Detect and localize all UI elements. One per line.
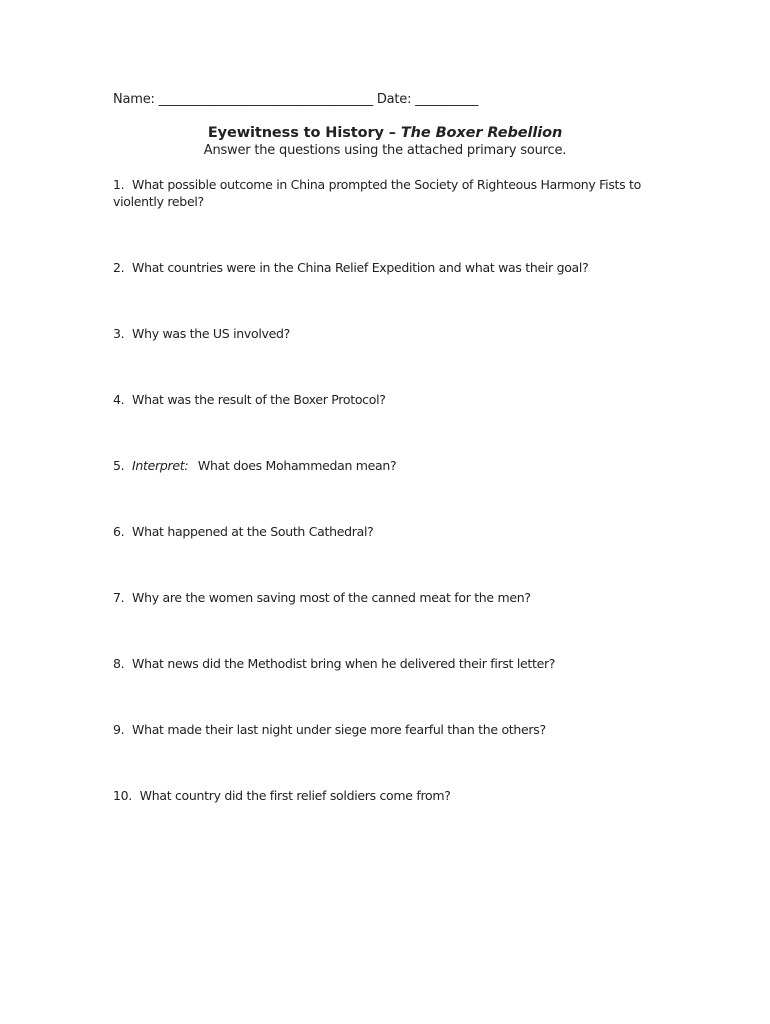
question-text: What possible outcome in China prompted the Society of Righteous Harmony Fists to violently rebel? xyxy=(113,177,641,209)
question-10 xyxy=(113,787,643,804)
worksheet-title xyxy=(0,125,770,141)
instructions: Answer the questions using the attached primary source. xyxy=(203,143,567,158)
question-text: What country did the first relief soldiers come from? xyxy=(139,788,451,803)
question-number: 2. xyxy=(113,260,125,275)
question-text: What does Mohammedan mean? xyxy=(197,458,397,473)
question-text: Why are the women saving most of the canned meat for the men? xyxy=(132,590,531,605)
question-number: 10. xyxy=(113,788,132,803)
question-7 xyxy=(113,589,643,606)
question-text: What news did the Methodist bring when he delivered their first letter? xyxy=(132,656,556,671)
question-text: What countries were in the China Relief Expedition and what was their goal? xyxy=(132,260,589,275)
title-prefix: Eyewitness to History – xyxy=(207,125,401,141)
question-number: 5. xyxy=(113,458,125,473)
question-text: What made their last night under siege more fearful than the others? xyxy=(132,722,546,737)
question-9 xyxy=(113,721,643,738)
question-number: 8. xyxy=(113,656,125,671)
question-number: 6. xyxy=(113,524,125,539)
question-prefix: Interpret: xyxy=(132,458,189,473)
name-blank: __________________________________ xyxy=(158,92,373,107)
question-1 xyxy=(113,176,643,210)
question-text: Why was the US involved? xyxy=(132,326,290,341)
date-label: Date: xyxy=(376,92,412,107)
question-6 xyxy=(113,523,643,540)
question-number: 1. xyxy=(113,177,125,192)
title-italic: The Boxer Rebellion xyxy=(400,125,563,141)
question-4 xyxy=(113,391,643,408)
question-5 xyxy=(113,457,643,474)
question-3 xyxy=(113,325,643,342)
question-2 xyxy=(113,259,643,276)
date-blank: __________ xyxy=(415,92,479,107)
question-number: 4. xyxy=(113,392,125,407)
question-number: 3. xyxy=(113,326,125,341)
name-label: Name: xyxy=(113,92,155,107)
name-date-line xyxy=(113,92,478,107)
question-number: 7. xyxy=(113,590,125,605)
question-text: What was the result of the Boxer Protocol? xyxy=(132,392,386,407)
question-text: What happened at the South Cathedral? xyxy=(132,524,374,539)
question-8 xyxy=(113,655,643,672)
question-number: 9. xyxy=(113,722,125,737)
